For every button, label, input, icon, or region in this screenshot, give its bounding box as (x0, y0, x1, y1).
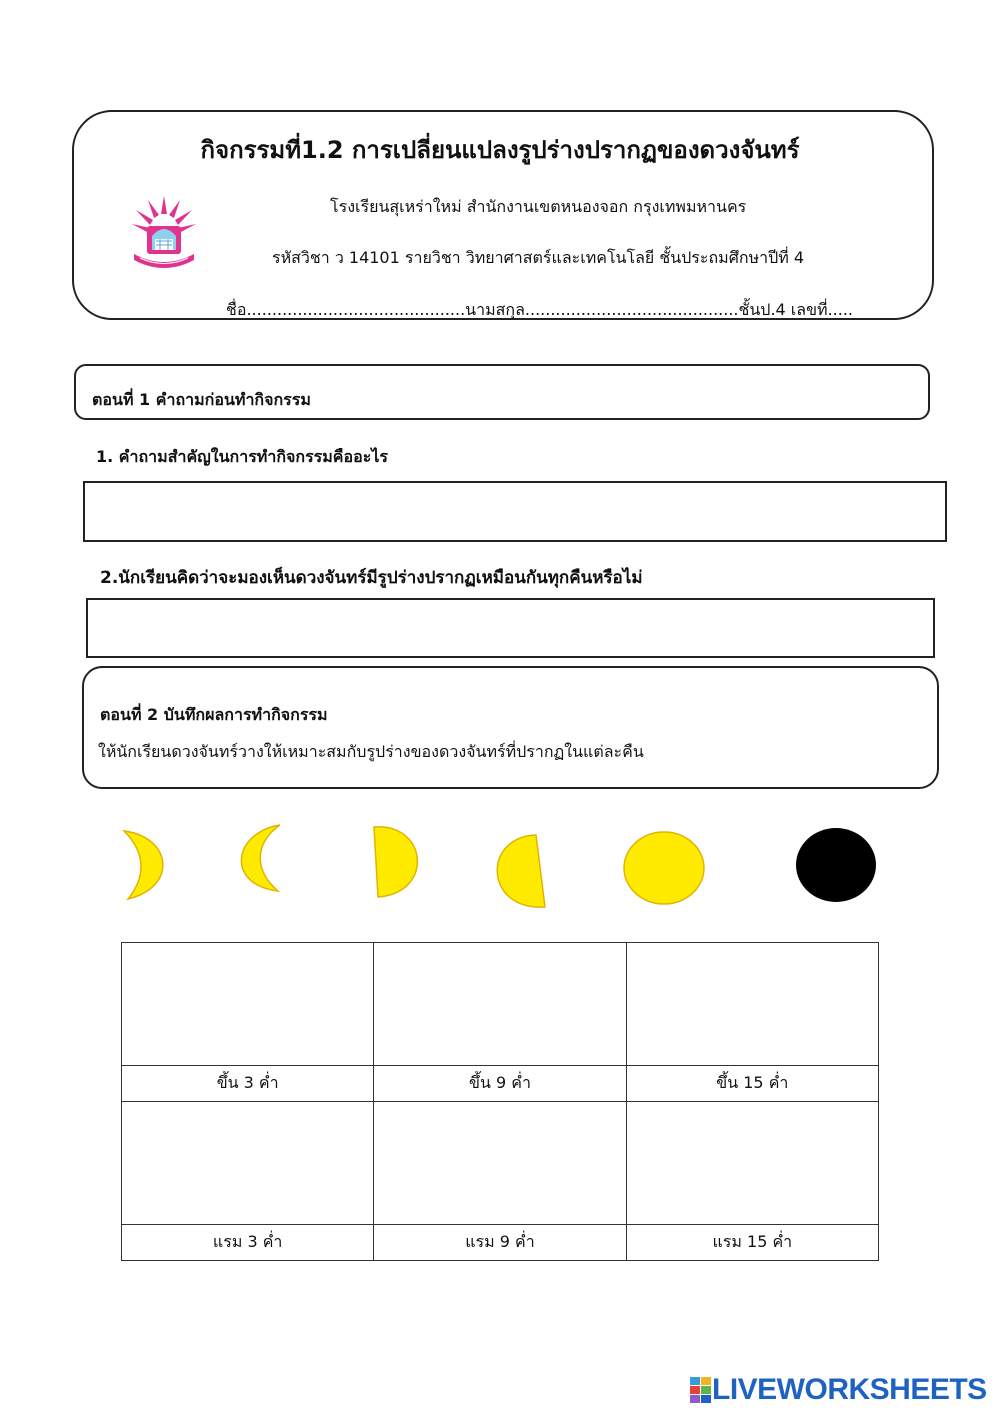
worksheet-title: กิจกรรมที่1.2 การเปลี่ยนแปลงรูปร่างปรากฏของดวงจันทร์ (200, 136, 800, 164)
brand-text: LIVEWORKSHEETS (712, 1373, 987, 1406)
answer-1-field[interactable] (83, 481, 947, 542)
school-logo (126, 192, 202, 274)
answer-2-field[interactable] (86, 598, 935, 658)
part1-title: ตอนที่ 1 คำถามก่อนทำกิจกรรม (92, 390, 311, 409)
drop-zone-waxing-3[interactable] (122, 943, 374, 1066)
new-moon-piece[interactable] (796, 828, 876, 902)
phase-label: ขึ้น 3 ค่ำ (122, 1066, 374, 1102)
liveworksheets-logo-icon (690, 1377, 712, 1403)
last-quarter-moon-piece[interactable] (497, 835, 545, 907)
full-moon-piece[interactable] (624, 832, 704, 904)
phase-label: แรม 15 ค่ำ (626, 1225, 878, 1261)
part2-title: ตอนที่ 2 บันทึกผลการทำกิจกรรม (100, 705, 328, 724)
phase-label: แรม 3 ค่ำ (122, 1225, 374, 1261)
phase-label: ขึ้น 9 ค่ำ (374, 1066, 626, 1102)
school-name: โรงเรียนสุเหร่าใหม่ สำนักงานเขตหนองจอก กรุงเทพมหานคร (330, 197, 747, 216)
moon-phase-grid (121, 942, 879, 1261)
part2-instruction: ให้นักเรียนดวงจันทร์วางให้เหมาะสมกับรูปร่างของดวงจันทร์ที่ปรากฏในแต่ละคืน (98, 742, 644, 761)
course-info: รหัสวิชา ว 14101 รายวิชา วิทยาศาสตร์และเทคโนโลยี ชั้นประถมศึกษาปีที่ 4 (272, 248, 805, 267)
drop-zone-waxing-9[interactable] (374, 943, 626, 1066)
waxing-crescent-moon-piece[interactable] (124, 831, 163, 899)
waning-crescent-moon-piece[interactable] (241, 825, 280, 891)
drop-zone-waning-15[interactable] (626, 1102, 878, 1225)
drop-zone-waning-9[interactable] (374, 1102, 626, 1225)
drop-zone-waning-3[interactable] (122, 1102, 374, 1225)
phase-label: แรม 9 ค่ำ (374, 1225, 626, 1261)
first-quarter-moon-piece[interactable] (374, 827, 417, 897)
drop-zone-waxing-15[interactable] (626, 943, 878, 1066)
student-name-line[interactable]: ชื่อ...........................................นามสกุล..........................................ชั้นป.4 เลขที่..... (226, 300, 853, 319)
moon-pieces-tray (0, 815, 1000, 925)
question-2: 2.นักเรียนคิดว่าจะมองเห็นดวงจันทร์มีรูปร่างปรากฏเหมือนกันทุกคืนหรือไม่ (100, 568, 643, 588)
liveworksheets-brand (690, 1374, 987, 1406)
phase-label: ขึ้น 15 ค่ำ (626, 1066, 878, 1102)
question-1: 1. คำถามสำคัญในการทำกิจกรรมคืออะไร (96, 447, 388, 466)
